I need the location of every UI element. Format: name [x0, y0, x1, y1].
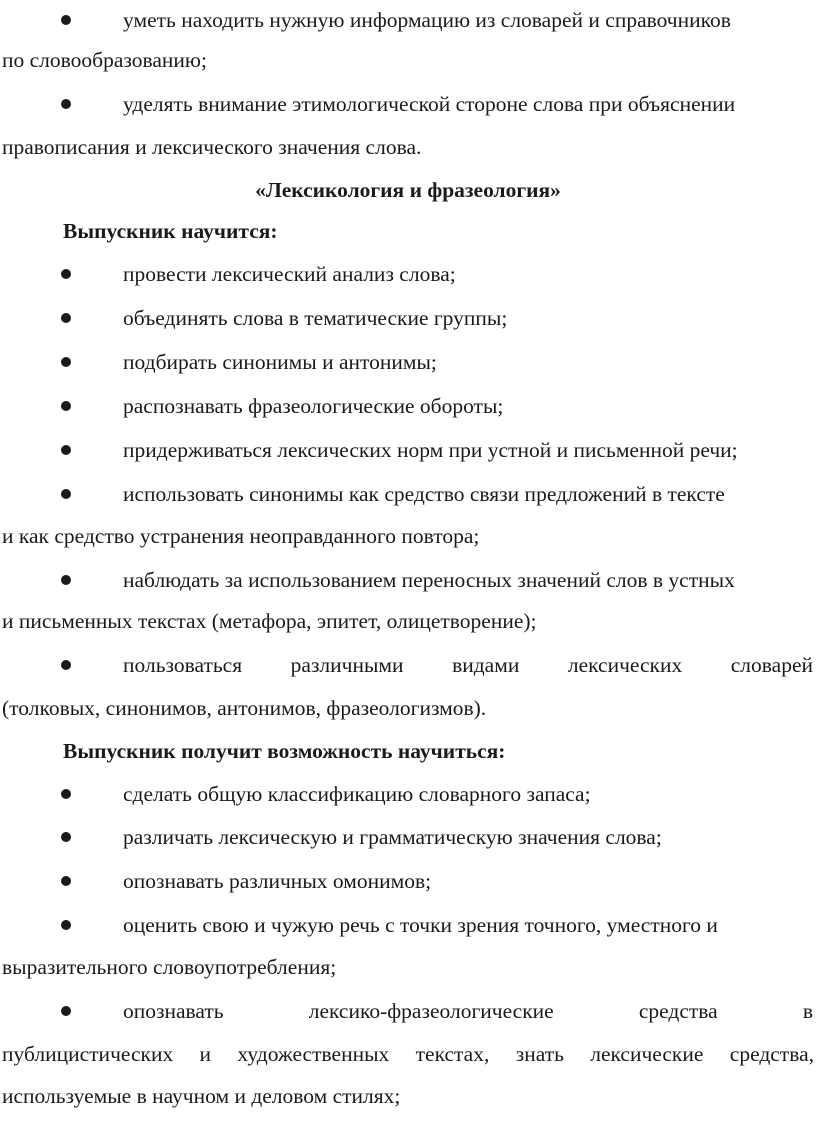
list-item: [0, 480, 816, 508]
list-item-continuation: и как средство устранения неоправданного повтора;: [2, 524, 480, 548]
bullet-icon: [61, 1006, 71, 1016]
list-item-text: опознавать лексико-фразеологические средства в: [123, 999, 813, 1023]
bullet-icon: [61, 445, 71, 455]
bullet-icon: [61, 789, 71, 799]
bullet-icon: [61, 920, 71, 930]
list-item-continuation: публицистических и художественных текстах, знать лексические средства,: [2, 1042, 814, 1066]
list-item: [0, 436, 816, 464]
list-item-text: объединять слова в тематические группы;: [123, 306, 508, 330]
list-item-continuation: (толковых, синонимов, антонимов, фразеологизмов).: [2, 696, 487, 720]
list-item: [0, 260, 816, 288]
list-item-text: придерживаться лексических норм при устной и письменной речи;: [123, 438, 738, 462]
bullet-icon: [61, 489, 71, 499]
list-item: [0, 997, 816, 1025]
bullet-icon: [61, 876, 71, 886]
list-item: [0, 392, 816, 420]
subheading-row: [0, 217, 816, 245]
list-item: [0, 6, 816, 34]
list-item: [0, 780, 816, 808]
bullet-icon: [61, 660, 71, 670]
list-item-text: уметь находить нужную информацию из словарей и справочников: [123, 8, 731, 32]
list-item-continuation: правописания и лексического значения слова.: [2, 135, 422, 159]
list-item-text: оценить свою и чужую речь с точки зрения точного, уместного и: [123, 913, 718, 937]
bullet-icon: [61, 575, 71, 585]
list-item-continuation: и письменных текстах (метафора, эпитет, олицетворение);: [2, 609, 537, 633]
list-item: [0, 348, 816, 376]
list-item-text: провести лексический анализ слова;: [123, 262, 456, 286]
list-item: [0, 911, 816, 939]
section-title: «Лексикология и фразеология»: [255, 178, 561, 202]
list-item: [0, 304, 816, 332]
bullet-icon: [61, 99, 71, 109]
learns-heading: Выпускник научится:: [63, 219, 278, 243]
list-item-text: использовать синонимы как средство связи предложений в тексте: [123, 482, 725, 506]
bullet-icon: [61, 401, 71, 411]
list-item-text: уделять внимание этимологической стороне слова при объяснении: [123, 92, 736, 116]
list-item-continuation: выразительного словоупотребления;: [2, 955, 337, 979]
list-item: [0, 566, 816, 594]
bullet-icon: [61, 832, 71, 842]
list-item: [0, 651, 816, 679]
list-item-text: наблюдать за использованием переносных значений слов в устных: [123, 568, 735, 592]
list-item-text: различать лексическую и грамматическую значения слова;: [123, 825, 662, 849]
section-title-row: [0, 176, 816, 204]
list-item-text: распознавать фразеологические обороты;: [123, 394, 504, 418]
bullet-icon: [61, 15, 71, 25]
list-item: [0, 90, 816, 118]
bullet-icon: [61, 269, 71, 279]
list-item-text: подбирать синонимы и антонимы;: [123, 350, 437, 374]
list-item-text: сделать общую классификацию словарного запаса;: [123, 782, 591, 806]
bullet-icon: [61, 357, 71, 367]
bullet-icon: [61, 313, 71, 323]
opportunity-heading: Выпускник получит возможность научиться:: [63, 739, 506, 763]
list-item: [0, 867, 816, 895]
list-item-continuation: используемые в научном и деловом стилях;: [2, 1084, 401, 1108]
subheading-row: [0, 737, 816, 765]
list-item-continuation: по словообразованию;: [2, 48, 207, 72]
list-item: [0, 823, 816, 851]
list-item-text: опознавать различных омонимов;: [123, 869, 432, 893]
list-item-text: пользоваться различными видами лексических словарей: [123, 653, 813, 677]
